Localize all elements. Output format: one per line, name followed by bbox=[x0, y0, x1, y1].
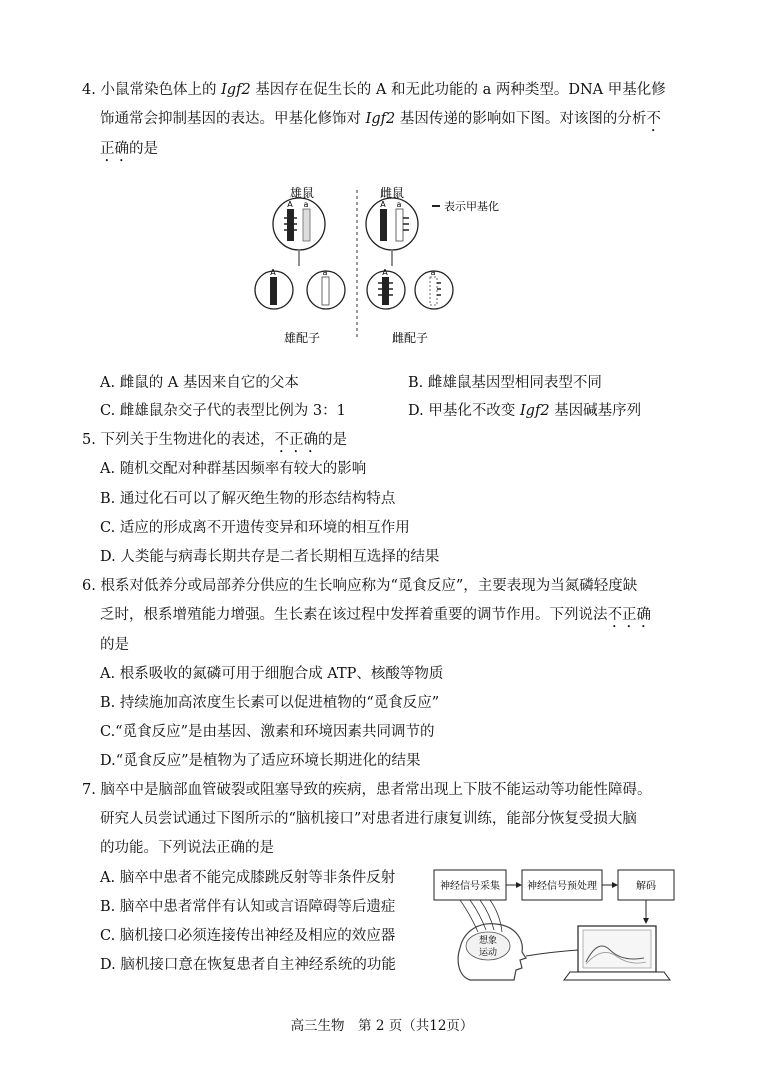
svg-text:神经信号采集: 神经信号采集 bbox=[440, 881, 500, 892]
svg-text:A: A bbox=[382, 268, 388, 277]
q7-option-a: A. 脑卒中患者不能完成膝跳反射等非条件反射 bbox=[100, 870, 396, 886]
svg-text:A: A bbox=[270, 268, 276, 277]
label-male: 雄鼠 bbox=[289, 186, 315, 200]
q5-stem: 5. 下列关于生物进化的表述，不正确的是 bbox=[82, 432, 347, 448]
methylation-diagram bbox=[244, 182, 534, 352]
female-chromosome-A bbox=[380, 209, 387, 241]
female-cell bbox=[366, 198, 418, 250]
q6-option-d: D.“觅食反应”是植物为了适应环境长期进化的结果 bbox=[100, 753, 421, 769]
q5-option-b: B. 通过化石可以了解灭绝生物的形态结构特点 bbox=[100, 491, 396, 507]
svg-text:神经信号预处理: 神经信号预处理 bbox=[527, 881, 597, 892]
svg-text:A: A bbox=[380, 200, 386, 209]
q6-option-b: B. 持续施加高浓度生长素可以促进植物的“觅食反应” bbox=[100, 695, 440, 711]
q4-stem-line-2: 饰通常会抑制基因的表达。甲基化修饰对 Igf2 基因传递的影响如下图。对该图的分析不 bbox=[100, 111, 661, 127]
q6-stem-line-1: 6. 根系对低养分或局部养分供应的生长响应称为“觅食反应”，主要表现为当氮磷轻度缺 bbox=[82, 578, 638, 594]
q4-option-b: B. 雌雄鼠基因型相同表型不同 bbox=[408, 375, 602, 391]
q7-stem-line-3: 的功能。下列说法正确的是 bbox=[100, 840, 274, 856]
q4-stem-line-1: 4. 小鼠常染色体上的 Igf2 基因存在促生长的 A 和无此功能的 a 两种类型。DNA 甲基化修 bbox=[82, 82, 666, 98]
laptop-keyboard bbox=[564, 972, 670, 980]
svg-text:a: a bbox=[303, 200, 309, 209]
male-cell bbox=[273, 198, 325, 250]
q7-stem-line-2: 研究人员尝试通过下图所示的“脑机接口”对患者进行康复训练，能部分恢复受损大脑 bbox=[100, 811, 637, 827]
label-male-gamete: 雄配子 bbox=[283, 331, 321, 345]
svg-text:A: A bbox=[287, 200, 293, 209]
svg-text:a: a bbox=[430, 268, 436, 277]
label-female: 雌鼠 bbox=[379, 186, 405, 200]
methylation-legend-text: 表示甲基化 bbox=[444, 200, 499, 213]
q4-option-c: C. 雌雄鼠杂交子代的表型比例为 3：1 bbox=[100, 403, 346, 419]
svg-text:解码: 解码 bbox=[636, 881, 656, 892]
brain-computer-interface-diagram bbox=[430, 864, 680, 986]
svg-text:运动: 运动 bbox=[478, 948, 498, 958]
q4-option-d: D. 甲基化不改变 Igf2 基因碱基序列 bbox=[408, 403, 642, 419]
male-chromosome-a bbox=[303, 209, 310, 241]
svg-text:a: a bbox=[322, 268, 328, 277]
q7-stem-line-1: 7. 脑卒中是脑部血管破裂或阻塞导致的疾病，患者常出现上下肢不能运动等功能性障碍。 bbox=[82, 782, 652, 798]
female-chromosome-a bbox=[396, 209, 403, 241]
q7-option-d: D. 脑机接口意在恢复患者自主神经系统的功能 bbox=[100, 957, 396, 973]
label-female-gamete: 雌配子 bbox=[391, 331, 429, 345]
q7-option-b: B. 脑卒中患者常伴有认知或言语障碍等后遗症 bbox=[100, 899, 396, 915]
male-chromosome-A bbox=[287, 209, 294, 241]
q6-option-c: C.“觅食反应”是由基因、激素和环境因素共同调节的 bbox=[100, 724, 435, 740]
q4-option-a: A. 雌鼠的 A 基因来自它的父本 bbox=[100, 375, 299, 391]
q4-stem-line-3: 正确的是 bbox=[100, 141, 158, 157]
svg-text:想象: 想象 bbox=[478, 936, 498, 946]
q5-option-c: C. 适应的形成离不开遗传变异和环境的相互作用 bbox=[100, 520, 410, 536]
q5-option-a: A. 随机交配对种群基因频率有较大的影响 bbox=[100, 461, 367, 477]
q6-stem-line-3: 的是 bbox=[100, 637, 129, 653]
q7-option-c: C. 脑机接口必须连接传出神经及相应的效应器 bbox=[100, 928, 396, 944]
q6-option-a: A. 根系吸收的氮磷可用于细胞合成 ATP、核酸等物质 bbox=[100, 666, 444, 682]
q5-option-d: D. 人类能与病毒长期共存是二者长期相互选择的结果 bbox=[100, 549, 440, 565]
svg-text:a: a bbox=[396, 200, 402, 209]
page-footer: 高三生物 第 2 页（共12页） bbox=[290, 1018, 474, 1034]
q6-stem-line-2: 乏时，根系增殖能力增强。生长素在该过程中发挥着重要的调节作用。下列说法不正确 bbox=[100, 607, 651, 623]
